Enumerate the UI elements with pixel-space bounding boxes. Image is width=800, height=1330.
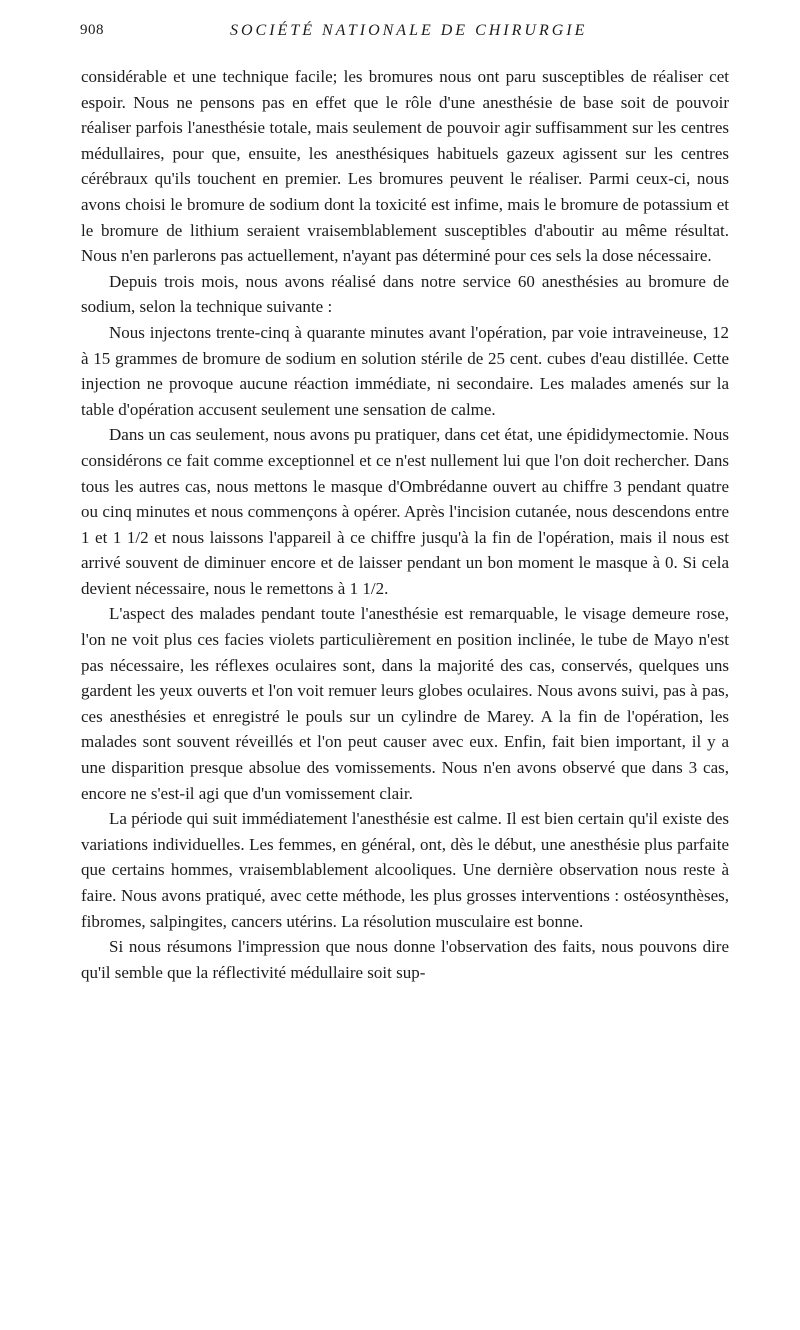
paragraph-4: Dans un cas seulement, nous avons pu pratiquer, dans cet état, une épididymectomie. Nous considérons ce fait comme exceptionnel et ce n'est nullement lui que l'on doit rechercher. Dans tous les autres cas, nous mettons le masque d'Ombrédanne ouvert au chiffre 3 pendant quatre ou cinq minutes et nous commençons à opérer. Après l'incision cutanée, nous descendons entre 1 et 1 1/2 et nous laissons l'appareil à ce chiffre jusqu'à la fin de l'opération, mais il nous est arrivé souvent de diminuer encore et de laisser pendant un bon moment le masque à 0. Si cela devient nécessaire, nous le remettons à 1 1/2. [81, 425, 729, 598]
page-header [80, 22, 730, 46]
paragraph-3: Nous injectons trente-cinq à quarante minutes avant l'opération, par voie intraveineuse, 12 à 15 grammes de bromure de sodium en solution stérile de 25 cent. cubes d'eau distillée. Cette injection ne provoque aucune réaction immédiate, ni secondaire. Les malades amenés sur la table d'opération accusent seulement une sensation de calme. [81, 322, 729, 419]
paragraph-5: L'aspect des malades pendant toute l'anesthésie est remarquable, le visage demeure rose, l'on ne voit plus ces facies violets particulièrement en position inclinée, le tube de Mayo n'est pas nécessaire, les réflexes oculaires sont, dans la majorité des cas, conservés, quelques uns gardent les yeux ouverts et l'on voit remuer leurs globes oculaires. Nous avons suivi, pas à pas, ces anesthésies et enregistré le pouls sur un cylindre de Marey. A la fin de l'opération, les malades sont souvent réveillés et l'on peut causer avec eux. Enfin, fait bien important, il y a une disparition presque absolue des vomissements. Nous n'en avons observé que dans 3 cas, encore ne s'est-il agi que d'un vomissement clair. [81, 604, 729, 803]
paragraph-7: Si nous résumons l'impression que nous donne l'observation des faits, nous pouvons dire qu'il semble que la réflectivité médullaire soit sup- [81, 937, 729, 982]
paragraph-2: Depuis trois mois, nous avons réalisé dans notre service 60 anesthésies au bromure de sodium, selon la technique suivante : [81, 271, 729, 317]
paragraph-1: considérable et une technique facile; les bromures nous ont paru susceptibles de réaliser cet espoir. Nous ne pensons pas en effet que le rôle d'une anesthésie de base soit de pouvoir réaliser parfois l'anesthésie totale, mais seulement de pouvoir agir suffisamment sur les centres médullaires, pour que, ensuite, les anesthésiques habituels gazeux agissent sur les centres cérébraux qu'ils touchent en premier. Les bromures peuvent le réaliser. Parmi ceux-ci, nous avons choisi le bromure de sodium dont la toxicité est infime, mais le bromure de potassium et le bromure de lithium seraient vraisemblablement susceptibles d'aboutir au même résultat. Nous n'en parlerons pas actuellement, n'ayant pas déterminé pour ces sels la dose nécessaire. [81, 67, 729, 266]
running-title: SOCIÉTÉ NATIONALE DE CHIRURGIE [230, 22, 588, 39]
paragraph-6: La période qui suit immédiatement l'anesthésie est calme. Il est bien certain qu'il existe des variations individuelles. Les femmes, en général, ont, dès le début, une anesthésie plus parfaite que certains hommes, vraisemblablement alcooliques. Une dernière observation nous reste à faire. Nous avons pratiqué, avec cette méthode, les plus grosses interventions : ostéosynthèses, fibromes, salpingites, cancers utérins. La résolution musculaire est bonne. [81, 809, 729, 931]
page-number: 908 [80, 22, 104, 38]
body-text [81, 64, 729, 985]
